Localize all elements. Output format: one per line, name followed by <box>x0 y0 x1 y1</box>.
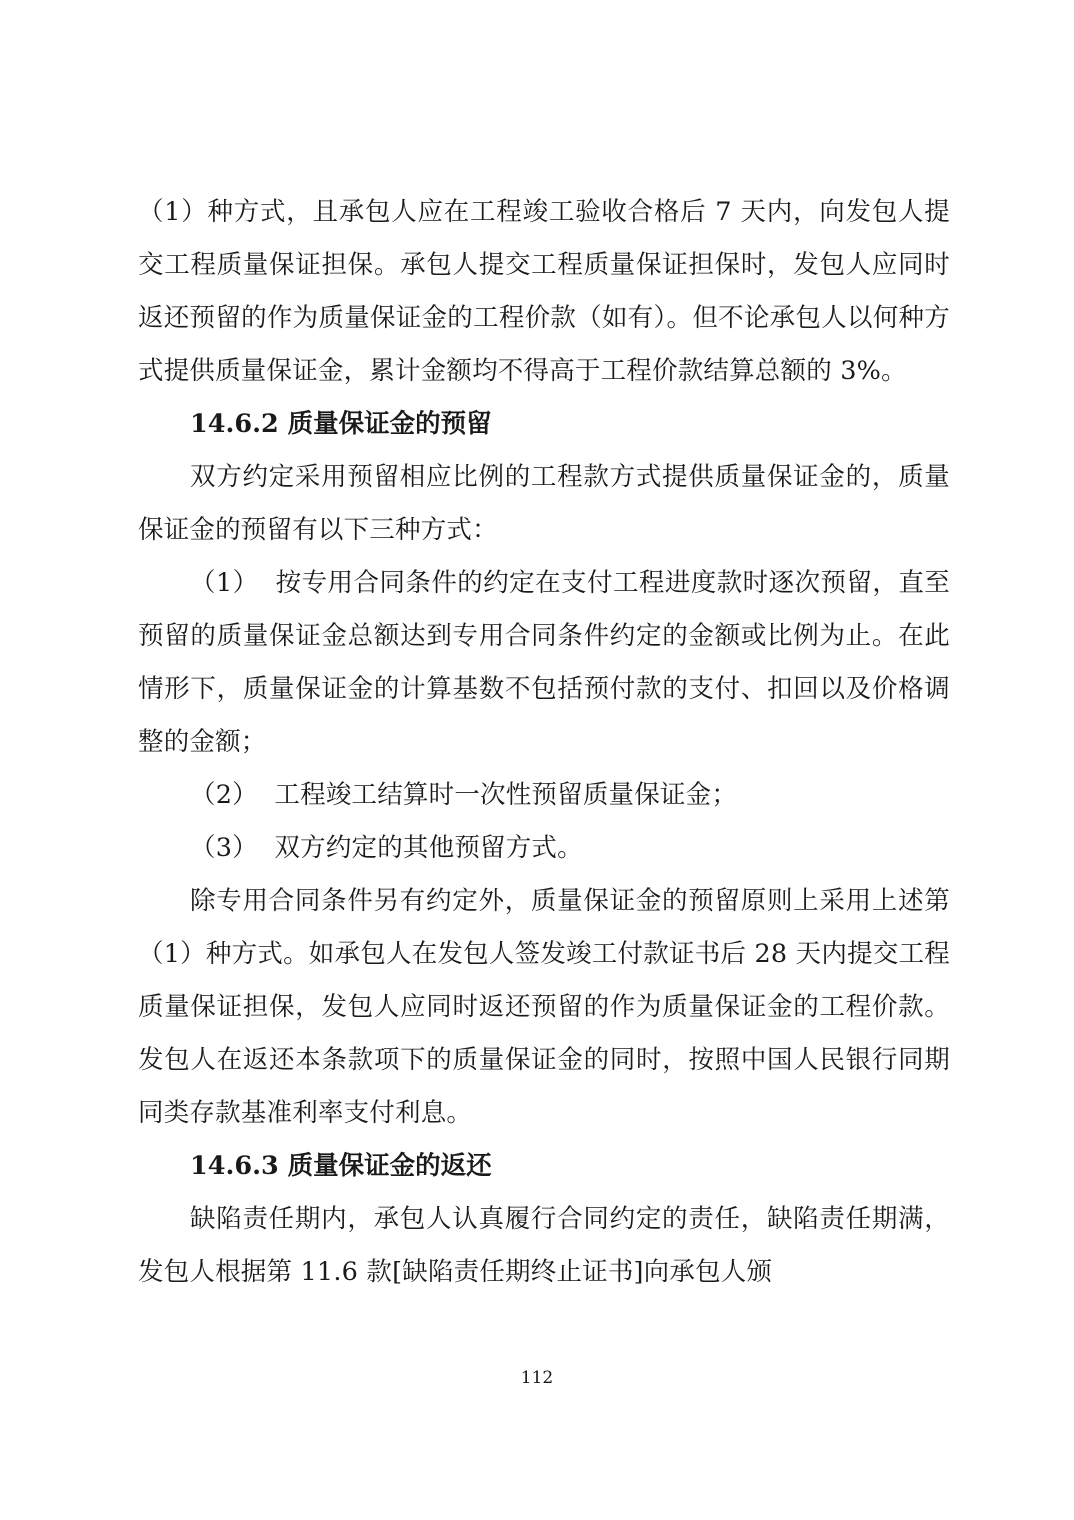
paragraph-2: 双方约定采用预留相应比例的工程款方式提供质量保证金的，质量保证金的预留有以下三种方式： <box>138 462 950 545</box>
page-number: 112 <box>520 1368 554 1388</box>
paragraph-list-item-1: （1） 按专用合同条件的约定在支付工程进度款时逐次预留，直至预留的质量保证金总额达到专用合同条件约定的金额或比例为止。在此情形下，质量保证金的计算基数不包括预付款的支付、扣回以及价格调整的金额； <box>138 568 950 757</box>
paragraph-4: 缺陷责任期内，承包人认真履行合同约定的责任，缺陷责任期满，发包人根据第 11.6 款[缺陷责任期终止证书]向承包人颁 <box>138 1204 950 1287</box>
paragraph-3: 除专用合同条件另有约定外，质量保证金的预留原则上采用上述第（1）种方式。如承包人在发包人签发竣工付款证书后 28 天内提交工程质量保证担保，发包人应同时返还预留的作为质量保证金的工程价款。发包人在返还本条款项下的质量保证金的同时，按照中国人民银行同期同类存款基准利率支付利息。 <box>138 886 950 1128</box>
paragraph-1: （1）种方式，且承包人应在工程竣工验收合格后 7 天内，向发包人提交工程质量保证担保。承包人提交工程质量保证担保时，发包人应同时返还预留的作为质量保证金的工程价款（如有）。但不论承包人以何种方式提供质量保证金，累计金额均不得高于工程价款结算总额的 3%。 <box>138 197 950 386</box>
page-body <box>138 186 950 1299</box>
section-heading-14-6-2: 14.6.2 质量保证金的预留 <box>190 409 492 439</box>
section-heading-14-6-3: 14.6.3 质量保证金的返还 <box>190 1151 492 1181</box>
paragraph-list-item-2: （2） 工程竣工结算时一次性预留质量保证金； <box>190 780 738 810</box>
paragraph-list-item-3: （3） 双方约定的其他预留方式。 <box>190 833 583 863</box>
